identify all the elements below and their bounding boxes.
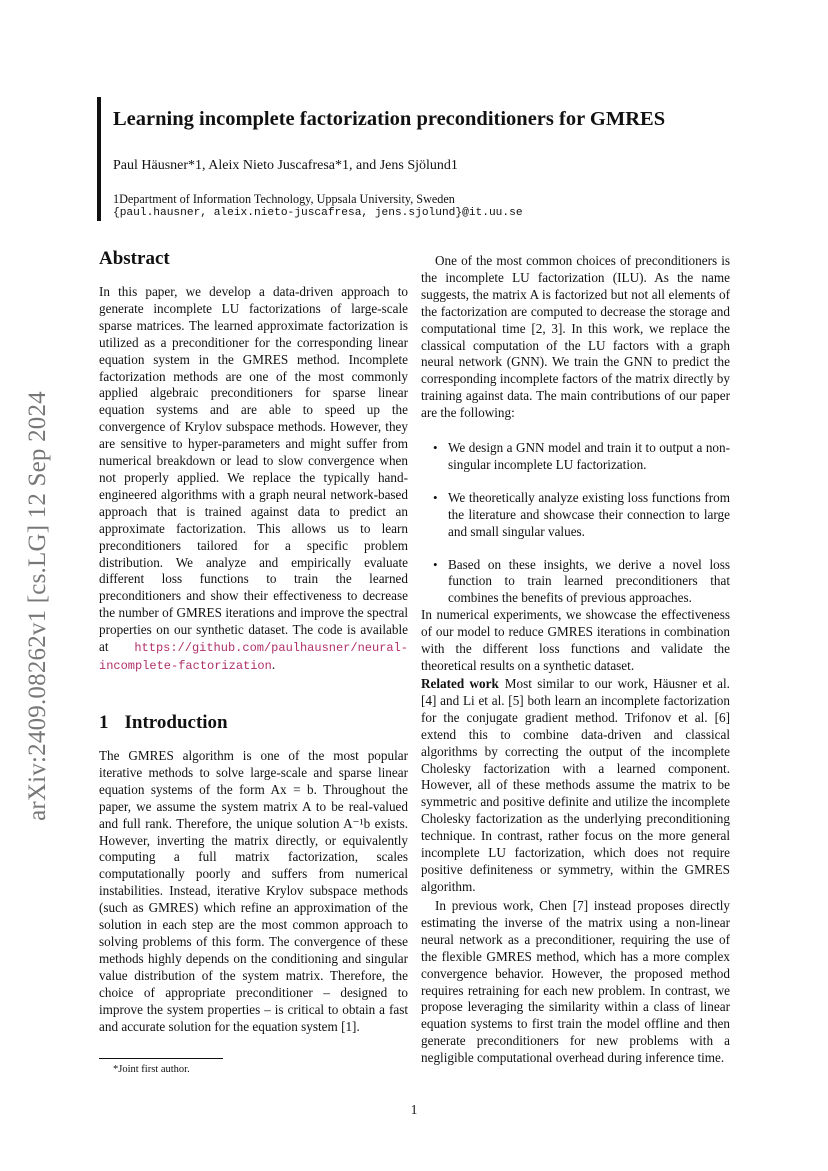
- author-list: Paul Häusner*1, Aleix Nieto Juscafresa*1, and Jens Sjölund1: [113, 158, 458, 173]
- related-work-heading: Related work: [421, 676, 499, 691]
- code-link[interactable]: https://github.com/paulhausner/neural-incomplete-factorization: [99, 641, 408, 673]
- page-number: 1: [410, 1102, 418, 1117]
- paper-title: Learning incomplete factorization preconditioners for GMRES: [113, 108, 666, 130]
- author-emails: {paul.hausner, aleix.nieto-juscafresa, jens.sjolund}@it.uu.se: [113, 207, 523, 219]
- introduction-text: The GMRES algorithm is one of the most popular iterative methods to solve large-scale and sparse linear equation systems of the form Ax = b. Throughout the paper, we assume the system matrix A to be real-valued and full rank. Therefore, the unique solution A⁻¹b exists. However, inverting the matrix directly, or equivalently computing a full matrix factorization, scales computationally poorly and suffers from numerical instabilities. Instead, iterative Krylov subspace methods (such as GMRES) which refine an approximation of the solution in each step are the most common approach to solving problems of this form. The convergence of these methods highly depends on the conditioning and singular value distribution of the system matrix. Therefore, the choice of appropriate preconditioner – designed to improve the system properties – is critical to obtain a fast and accurate solution for the equation system [1].: [99, 748, 408, 1034]
- section-title: Introduction: [124, 712, 228, 733]
- experiments-paragraph: In numerical experiments, we showcase the effectiveness of our model to reduce GMRES iterations in combination with the different loss functions and validate the theoretical results on a synthetic dataset.: [421, 607, 730, 673]
- bullet-icon: •: [433, 556, 438, 572]
- list-item: [421, 440, 730, 474]
- abstract-body: In this paper, we develop a data-driven approach to generate incomplete LU factorizations of large-scale sparse matrices. The learned approximate factorization is utilized as a preconditioner for the corresponding linear equation system in the GMRES method. Incomplete factorization methods are one of the most commonly applied algebraic preconditioners for sparse linear equation systems and are able to speed up the convergence of Krylov subspace methods. However, they are sensitive to hyper-parameters and might suffer from numerical breakdown or lead to slow convergence when not properly applied. We replace the typically hand-engineered algorithms with a graph neural network-based approach that is trained against data to predict an approximate factorization. This allows us to learn preconditioners tailored for a specific problem distribution. We analyze and empirically evaluate different loss functions to train the learned preconditioners and show their effectiveness to decrease the number of GMRES iterations and improve the spectral properties on our synthetic dataset. The code is available at: [99, 284, 408, 655]
- introduction-heading: [99, 712, 228, 734]
- header-rule: [97, 97, 101, 221]
- arxiv-stamp-text: arXiv:2409.08262v1 [cs.LG] 12 Sep 2024: [24, 391, 51, 821]
- abstract-heading: Abstract: [99, 248, 170, 269]
- list-item-text: We design a GNN model and train it to output a non-singular incomplete LU factorization.: [448, 440, 730, 472]
- bullet-icon: •: [433, 489, 438, 505]
- footnote: *Joint first author.: [113, 1064, 190, 1075]
- arxiv-stamp: [20, 366, 56, 846]
- contributions-intro: One of the most common choices of preconditioners is the incomplete LU factorization (ILU). As the name suggests, the matrix A is factorized but not all elements of the factorization are computed to decrease the storage and computational time [2, 3]. In this work, we replace the classical computation of the LU factors with a graph neural network (GNN). We train the GNN to predict the corresponding incomplete factors of the matrix directly by training against data. The main contributions of our paper are the following:: [421, 253, 730, 421]
- list-item-text: Based on these insights, we derive a novel loss function to train learned preconditioners that combines the benefits of previous approaches.: [448, 556, 730, 606]
- bullet-icon: •: [433, 440, 438, 455]
- affiliation: 1Department of Information Technology, Uppsala University, Sweden: [113, 192, 455, 206]
- related-work-paragraph: [421, 676, 730, 896]
- related-work-text: Most similar to our work, Häusner et al. [4] and Li et al. [5] both learn an incomplete factorization for the conjugate gradient method. Trifonov et al. [6] extend this to combine data-driven and classical algorithms by correcting the output of the incomplete Cholesky factorization with a learned component. However, all of these methods assume the matrix to be symmetric and positive definite and utilize the incomplete Cholesky factorization as the underlying preconditioning technique. In contrast, rather focus on the more general incomplete LU factorization, which does not require positive definiteness or symmetry, within the GMRES algorithm.: [421, 676, 730, 894]
- list-item: [421, 490, 730, 541]
- contributions-list: [421, 440, 730, 623]
- section-number: 1: [99, 712, 109, 733]
- previous-work-paragraph: In previous work, Chen [7] instead proposes directly estimating the inverse of the matrix using a non-linear neural network as a preconditioner, requiring the use of the flexible GMRES method, which has a more complex convergence behavior. However, the proposed method requires retraining for each new problem. In contrast, we propose leveraging the similarity within a class of linear equation systems to first train the model offline and then generate preconditioners for new problems with a negligible computational overhead during inference time.: [421, 898, 730, 1066]
- list-item-text: We theoretically analyze existing loss functions from the literature and showcase their connection to large and small singular values.: [448, 489, 730, 539]
- abstract-text: [99, 284, 408, 675]
- footnote-rule: [99, 1058, 223, 1059]
- list-item: [421, 557, 730, 608]
- abstract-end: .: [271, 656, 276, 672]
